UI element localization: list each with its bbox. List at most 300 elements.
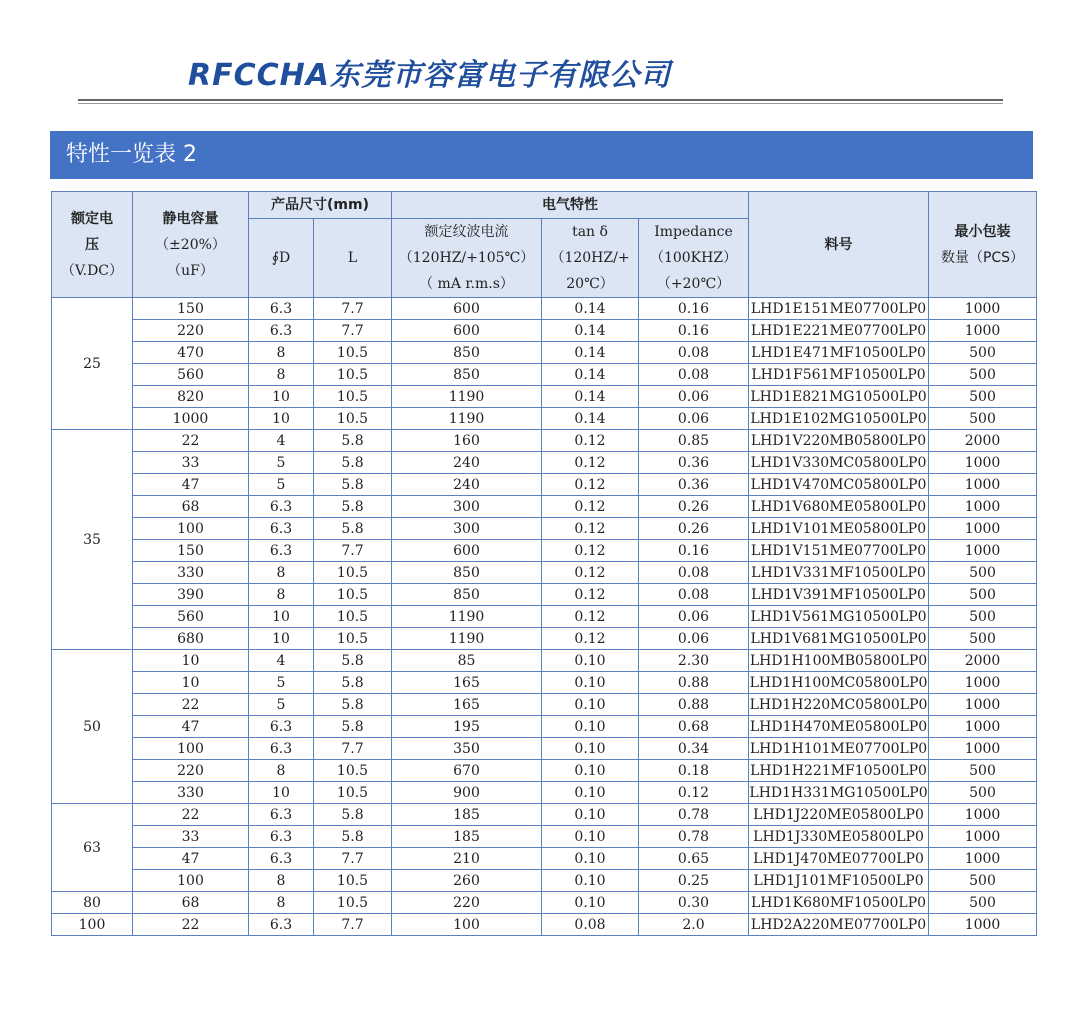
header-line: （120HZ/+ [550,250,630,266]
length-cell: 10.5 [314,386,392,408]
tan-cell: 0.12 [542,584,639,606]
part-no-cell: LHD1F561MF10500LP0 [749,364,929,386]
table-row [52,672,1037,694]
min-pack-cell: 1000 [929,320,1037,342]
ripple-cell: 1190 [392,628,542,650]
capacitance-cell: 22 [133,914,249,936]
header-part-no: 料号 [749,192,929,298]
length-cell: 5.8 [314,716,392,738]
ripple-cell: 600 [392,320,542,342]
capacitance-cell: 820 [133,386,249,408]
ripple-cell: 300 [392,496,542,518]
table-row [52,496,1037,518]
part-no-cell: LHD1H221MF10500LP0 [749,760,929,782]
diameter-cell: 8 [249,342,314,364]
impedance-cell: 0.06 [639,408,749,430]
impedance-cell: 0.85 [639,430,749,452]
header-line: 额定纹波电流 [424,224,509,240]
impedance-cell: 0.16 [639,540,749,562]
impedance-cell: 0.08 [639,364,749,386]
table-row [52,386,1037,408]
capacitance-cell: 470 [133,342,249,364]
min-pack-cell: 1000 [929,716,1037,738]
impedance-cell: 0.06 [639,606,749,628]
ripple-cell: 600 [392,298,542,320]
header-rated-voltage [52,192,133,298]
tan-cell: 0.12 [542,474,639,496]
part-no-cell: LHD1V220MB05800LP0 [749,430,929,452]
header-electrical: 电气特性 [392,192,749,219]
ripple-cell: 900 [392,782,542,804]
length-cell: 7.7 [314,298,392,320]
header-line: 数量（PCS） [940,249,1025,266]
table-row [52,408,1037,430]
tan-cell: 0.10 [542,892,639,914]
diameter-cell: 10 [249,606,314,628]
part-no-cell: LHD1V680ME05800LP0 [749,496,929,518]
min-pack-cell: 500 [929,870,1037,892]
tan-cell: 0.12 [542,562,639,584]
ripple-cell: 850 [392,584,542,606]
diameter-cell: 5 [249,452,314,474]
tan-cell: 0.14 [542,342,639,364]
impedance-cell: 0.88 [639,694,749,716]
tan-cell: 0.08 [542,914,639,936]
diameter-cell: 10 [249,782,314,804]
capacitance-cell: 33 [133,826,249,848]
part-no-cell: LHD1V470MC05800LP0 [749,474,929,496]
diameter-cell: 6.3 [249,804,314,826]
impedance-cell: 0.34 [639,738,749,760]
length-cell: 5.8 [314,804,392,826]
header-min-pack [929,192,1037,298]
length-cell: 5.8 [314,826,392,848]
ripple-cell: 165 [392,672,542,694]
header-rule-thin [78,103,1003,104]
ripple-cell: 240 [392,474,542,496]
impedance-cell: 0.18 [639,760,749,782]
min-pack-cell: 500 [929,364,1037,386]
min-pack-cell: 1000 [929,804,1037,826]
ripple-cell: 240 [392,452,542,474]
length-cell: 7.7 [314,540,392,562]
ripple-cell: 100 [392,914,542,936]
header-line: （100KHZ） [649,250,738,266]
length-cell: 10.5 [314,628,392,650]
length-cell: 5.8 [314,518,392,540]
ripple-cell: 160 [392,430,542,452]
diameter-cell: 10 [249,408,314,430]
impedance-cell: 0.36 [639,452,749,474]
table-row [52,320,1037,342]
impedance-cell: 2.30 [639,650,749,672]
header-size: 产品尺寸(mm) [249,192,392,219]
table-row [52,870,1037,892]
table-row [52,628,1037,650]
diameter-cell: 8 [249,760,314,782]
header-line: 压 [85,236,99,253]
voltage-cell: 25 [52,298,133,430]
diameter-cell: 10 [249,628,314,650]
diameter-cell: 6.3 [249,848,314,870]
length-cell: 10.5 [314,782,392,804]
capacitance-cell: 47 [133,716,249,738]
tan-cell: 0.10 [542,760,639,782]
header-line: 静电容量 [162,210,219,227]
header-length: L [314,219,392,298]
header-ripple [392,219,542,298]
min-pack-cell: 2000 [929,650,1037,672]
diameter-cell: 6.3 [249,914,314,936]
ripple-cell: 165 [392,694,542,716]
length-cell: 5.8 [314,430,392,452]
part-no-cell: LHD1E151ME07700LP0 [749,298,929,320]
impedance-cell: 0.88 [639,672,749,694]
voltage-cell: 63 [52,804,133,892]
diameter-cell: 6.3 [249,716,314,738]
table-row [52,518,1037,540]
impedance-cell: 0.12 [639,782,749,804]
part-no-cell: LHD1V331MF10500LP0 [749,562,929,584]
min-pack-cell: 1000 [929,672,1037,694]
diameter-cell: 10 [249,386,314,408]
impedance-cell: 0.16 [639,298,749,320]
part-no-cell: LHD1E102MG10500LP0 [749,408,929,430]
ripple-cell: 850 [392,562,542,584]
table-row [52,474,1037,496]
diameter-cell: 5 [249,474,314,496]
min-pack-cell: 1000 [929,452,1037,474]
min-pack-cell: 1000 [929,694,1037,716]
tan-cell: 0.14 [542,386,639,408]
spec-table-body [52,298,1037,936]
length-cell: 7.7 [314,738,392,760]
impedance-cell: 0.06 [639,386,749,408]
impedance-cell: 0.08 [639,562,749,584]
ripple-cell: 85 [392,650,542,672]
ripple-cell: 210 [392,848,542,870]
header-line: 最小包装 [954,223,1011,240]
capacitance-cell: 220 [133,760,249,782]
table-row [52,342,1037,364]
header-diameter: ∮D [249,219,314,298]
part-no-cell: LHD1H101ME07700LP0 [749,738,929,760]
table-row [52,826,1037,848]
part-no-cell: LHD1K680MF10500LP0 [749,892,929,914]
table-row [52,452,1037,474]
min-pack-cell: 500 [929,342,1037,364]
header-line: tan δ [572,224,608,240]
min-pack-cell: 1000 [929,496,1037,518]
table-row [52,738,1037,760]
diameter-cell: 6.3 [249,298,314,320]
capacitance-cell: 330 [133,562,249,584]
part-no-cell: LHD1V391MF10500LP0 [749,584,929,606]
tan-cell: 0.12 [542,430,639,452]
header-line: 20℃） [566,276,614,292]
length-cell: 10.5 [314,606,392,628]
table-row [52,892,1037,914]
spec-table [51,191,1037,936]
length-cell: 10.5 [314,562,392,584]
part-no-cell: LHD1E821MG10500LP0 [749,386,929,408]
diameter-cell: 5 [249,694,314,716]
impedance-cell: 0.68 [639,716,749,738]
table-row [52,694,1037,716]
length-cell: 10.5 [314,364,392,386]
tan-cell: 0.14 [542,408,639,430]
impedance-cell: 0.36 [639,474,749,496]
capacitance-cell: 1000 [133,408,249,430]
ripple-cell: 185 [392,804,542,826]
min-pack-cell: 1000 [929,914,1037,936]
tan-cell: 0.12 [542,452,639,474]
capacitance-cell: 33 [133,452,249,474]
header-line: （120HZ/+105℃） [398,250,535,266]
capacitance-cell: 100 [133,870,249,892]
impedance-cell: 0.25 [639,870,749,892]
part-no-cell: LHD1V561MG10500LP0 [749,606,929,628]
diameter-cell: 5 [249,672,314,694]
tan-cell: 0.14 [542,320,639,342]
header-line: （uF） [167,262,214,279]
ripple-cell: 670 [392,760,542,782]
tan-cell: 0.10 [542,848,639,870]
header-line: （+20℃） [656,276,731,292]
diameter-cell: 6.3 [249,518,314,540]
capacitance-cell: 150 [133,540,249,562]
voltage-cell: 50 [52,650,133,804]
capacitance-cell: 560 [133,606,249,628]
length-cell: 7.7 [314,320,392,342]
length-cell: 5.8 [314,650,392,672]
ripple-cell: 1190 [392,386,542,408]
capacitance-cell: 330 [133,782,249,804]
voltage-cell: 100 [52,914,133,936]
impedance-cell: 0.65 [639,848,749,870]
table-row [52,760,1037,782]
length-cell: 10.5 [314,892,392,914]
length-cell: 5.8 [314,694,392,716]
length-cell: 7.7 [314,914,392,936]
table-row [52,650,1037,672]
ripple-cell: 260 [392,870,542,892]
capacitance-cell: 22 [133,804,249,826]
min-pack-cell: 500 [929,760,1037,782]
min-pack-cell: 1000 [929,474,1037,496]
impedance-cell: 0.78 [639,826,749,848]
length-cell: 10.5 [314,342,392,364]
ripple-cell: 1190 [392,606,542,628]
tan-cell: 0.12 [542,606,639,628]
impedance-cell: 0.26 [639,496,749,518]
header-capacitance [133,192,249,298]
tan-cell: 0.12 [542,540,639,562]
header-line: （V.DC） [60,262,124,279]
length-cell: 10.5 [314,584,392,606]
length-cell: 5.8 [314,452,392,474]
table-row [52,562,1037,584]
part-no-cell: LHD1E471MF10500LP0 [749,342,929,364]
diameter-cell: 8 [249,364,314,386]
tan-cell: 0.14 [542,364,639,386]
capacitance-cell: 100 [133,518,249,540]
part-no-cell: LHD1J470ME07700LP0 [749,848,929,870]
min-pack-cell: 1000 [929,298,1037,320]
capacitance-cell: 22 [133,694,249,716]
part-no-cell: LHD1H220MC05800LP0 [749,694,929,716]
table-row [52,914,1037,936]
min-pack-cell: 500 [929,628,1037,650]
diameter-cell: 6.3 [249,320,314,342]
min-pack-cell: 500 [929,408,1037,430]
header-line: Impedance [654,224,733,240]
table-row [52,584,1037,606]
table-row [52,804,1037,826]
part-no-cell: LHD2A220ME07700LP0 [749,914,929,936]
length-cell: 10.5 [314,408,392,430]
diameter-cell: 4 [249,430,314,452]
min-pack-cell: 500 [929,386,1037,408]
ripple-cell: 600 [392,540,542,562]
length-cell: 10.5 [314,870,392,892]
voltage-cell: 80 [52,892,133,914]
capacitance-cell: 68 [133,496,249,518]
tan-cell: 0.10 [542,782,639,804]
tan-cell: 0.10 [542,694,639,716]
capacitance-cell: 680 [133,628,249,650]
capacitance-cell: 10 [133,672,249,694]
impedance-cell: 2.0 [639,914,749,936]
header-line: 额定电 [71,210,113,227]
voltage-cell: 35 [52,430,133,650]
diameter-cell: 8 [249,892,314,914]
ripple-cell: 185 [392,826,542,848]
diameter-cell: 6.3 [249,540,314,562]
table-row [52,364,1037,386]
header-impedance [639,219,749,298]
part-no-cell: LHD1J101MF10500LP0 [749,870,929,892]
part-no-cell: LHD1V681MG10500LP0 [749,628,929,650]
part-no-cell: LHD1J220ME05800LP0 [749,804,929,826]
tan-cell: 0.10 [542,804,639,826]
table-row [52,430,1037,452]
impedance-cell: 0.16 [639,320,749,342]
ripple-cell: 850 [392,342,542,364]
ripple-cell: 220 [392,892,542,914]
length-cell: 5.8 [314,474,392,496]
header-rule [78,99,1003,101]
min-pack-cell: 2000 [929,430,1037,452]
part-no-cell: LHD1H100MB05800LP0 [749,650,929,672]
impedance-cell: 0.08 [639,584,749,606]
capacitance-cell: 220 [133,320,249,342]
ripple-cell: 350 [392,738,542,760]
capacitance-cell: 22 [133,430,249,452]
tan-cell: 0.10 [542,738,639,760]
capacitance-cell: 390 [133,584,249,606]
capacitance-cell: 47 [133,474,249,496]
table-row [52,298,1037,320]
diameter-cell: 4 [249,650,314,672]
capacitance-cell: 560 [133,364,249,386]
length-cell: 7.7 [314,848,392,870]
min-pack-cell: 500 [929,584,1037,606]
diameter-cell: 6.3 [249,496,314,518]
length-cell: 10.5 [314,760,392,782]
diameter-cell: 6.3 [249,826,314,848]
impedance-cell: 0.26 [639,518,749,540]
impedance-cell: 0.78 [639,804,749,826]
table-row [52,716,1037,738]
ripple-cell: 1190 [392,408,542,430]
capacitance-cell: 100 [133,738,249,760]
tan-cell: 0.14 [542,298,639,320]
part-no-cell: LHD1H470ME05800LP0 [749,716,929,738]
diameter-cell: 8 [249,562,314,584]
part-no-cell: LHD1H331MG10500LP0 [749,782,929,804]
table-row [52,540,1037,562]
impedance-cell: 0.06 [639,628,749,650]
tan-cell: 0.12 [542,496,639,518]
min-pack-cell: 500 [929,562,1037,584]
part-no-cell: LHD1V330MC05800LP0 [749,452,929,474]
ripple-cell: 195 [392,716,542,738]
min-pack-cell: 500 [929,606,1037,628]
header-tan [542,219,639,298]
capacitance-cell: 68 [133,892,249,914]
ripple-cell: 850 [392,364,542,386]
capacitance-cell: 150 [133,298,249,320]
min-pack-cell: 500 [929,892,1037,914]
capacitance-cell: 47 [133,848,249,870]
tan-cell: 0.10 [542,716,639,738]
tan-cell: 0.10 [542,650,639,672]
header-line: （ mA r.m.s） [419,276,514,292]
header-line: （±20%） [155,236,226,253]
part-no-cell: LHD1J330ME05800LP0 [749,826,929,848]
section-banner [50,131,1033,179]
capacitance-cell: 10 [133,650,249,672]
length-cell: 5.8 [314,672,392,694]
length-cell: 5.8 [314,496,392,518]
part-no-cell: LHD1H100MC05800LP0 [749,672,929,694]
table-row [52,606,1037,628]
table-row [52,782,1037,804]
diameter-cell: 6.3 [249,738,314,760]
section-title: 特性一览表 2 [66,142,197,167]
table-row [52,848,1037,870]
tan-cell: 0.10 [542,826,639,848]
part-no-cell: LHD1V151ME07700LP0 [749,540,929,562]
min-pack-cell: 1000 [929,518,1037,540]
tan-cell: 0.12 [542,628,639,650]
min-pack-cell: 500 [929,782,1037,804]
ripple-cell: 300 [392,518,542,540]
tan-cell: 0.10 [542,672,639,694]
part-no-cell: LHD1E221ME07700LP0 [749,320,929,342]
impedance-cell: 0.30 [639,892,749,914]
tan-cell: 0.10 [542,870,639,892]
diameter-cell: 8 [249,584,314,606]
diameter-cell: 8 [249,870,314,892]
min-pack-cell: 1000 [929,738,1037,760]
part-no-cell: LHD1V101ME05800LP0 [749,518,929,540]
min-pack-cell: 1000 [929,826,1037,848]
impedance-cell: 0.08 [639,342,749,364]
min-pack-cell: 1000 [929,848,1037,870]
min-pack-cell: 1000 [929,540,1037,562]
